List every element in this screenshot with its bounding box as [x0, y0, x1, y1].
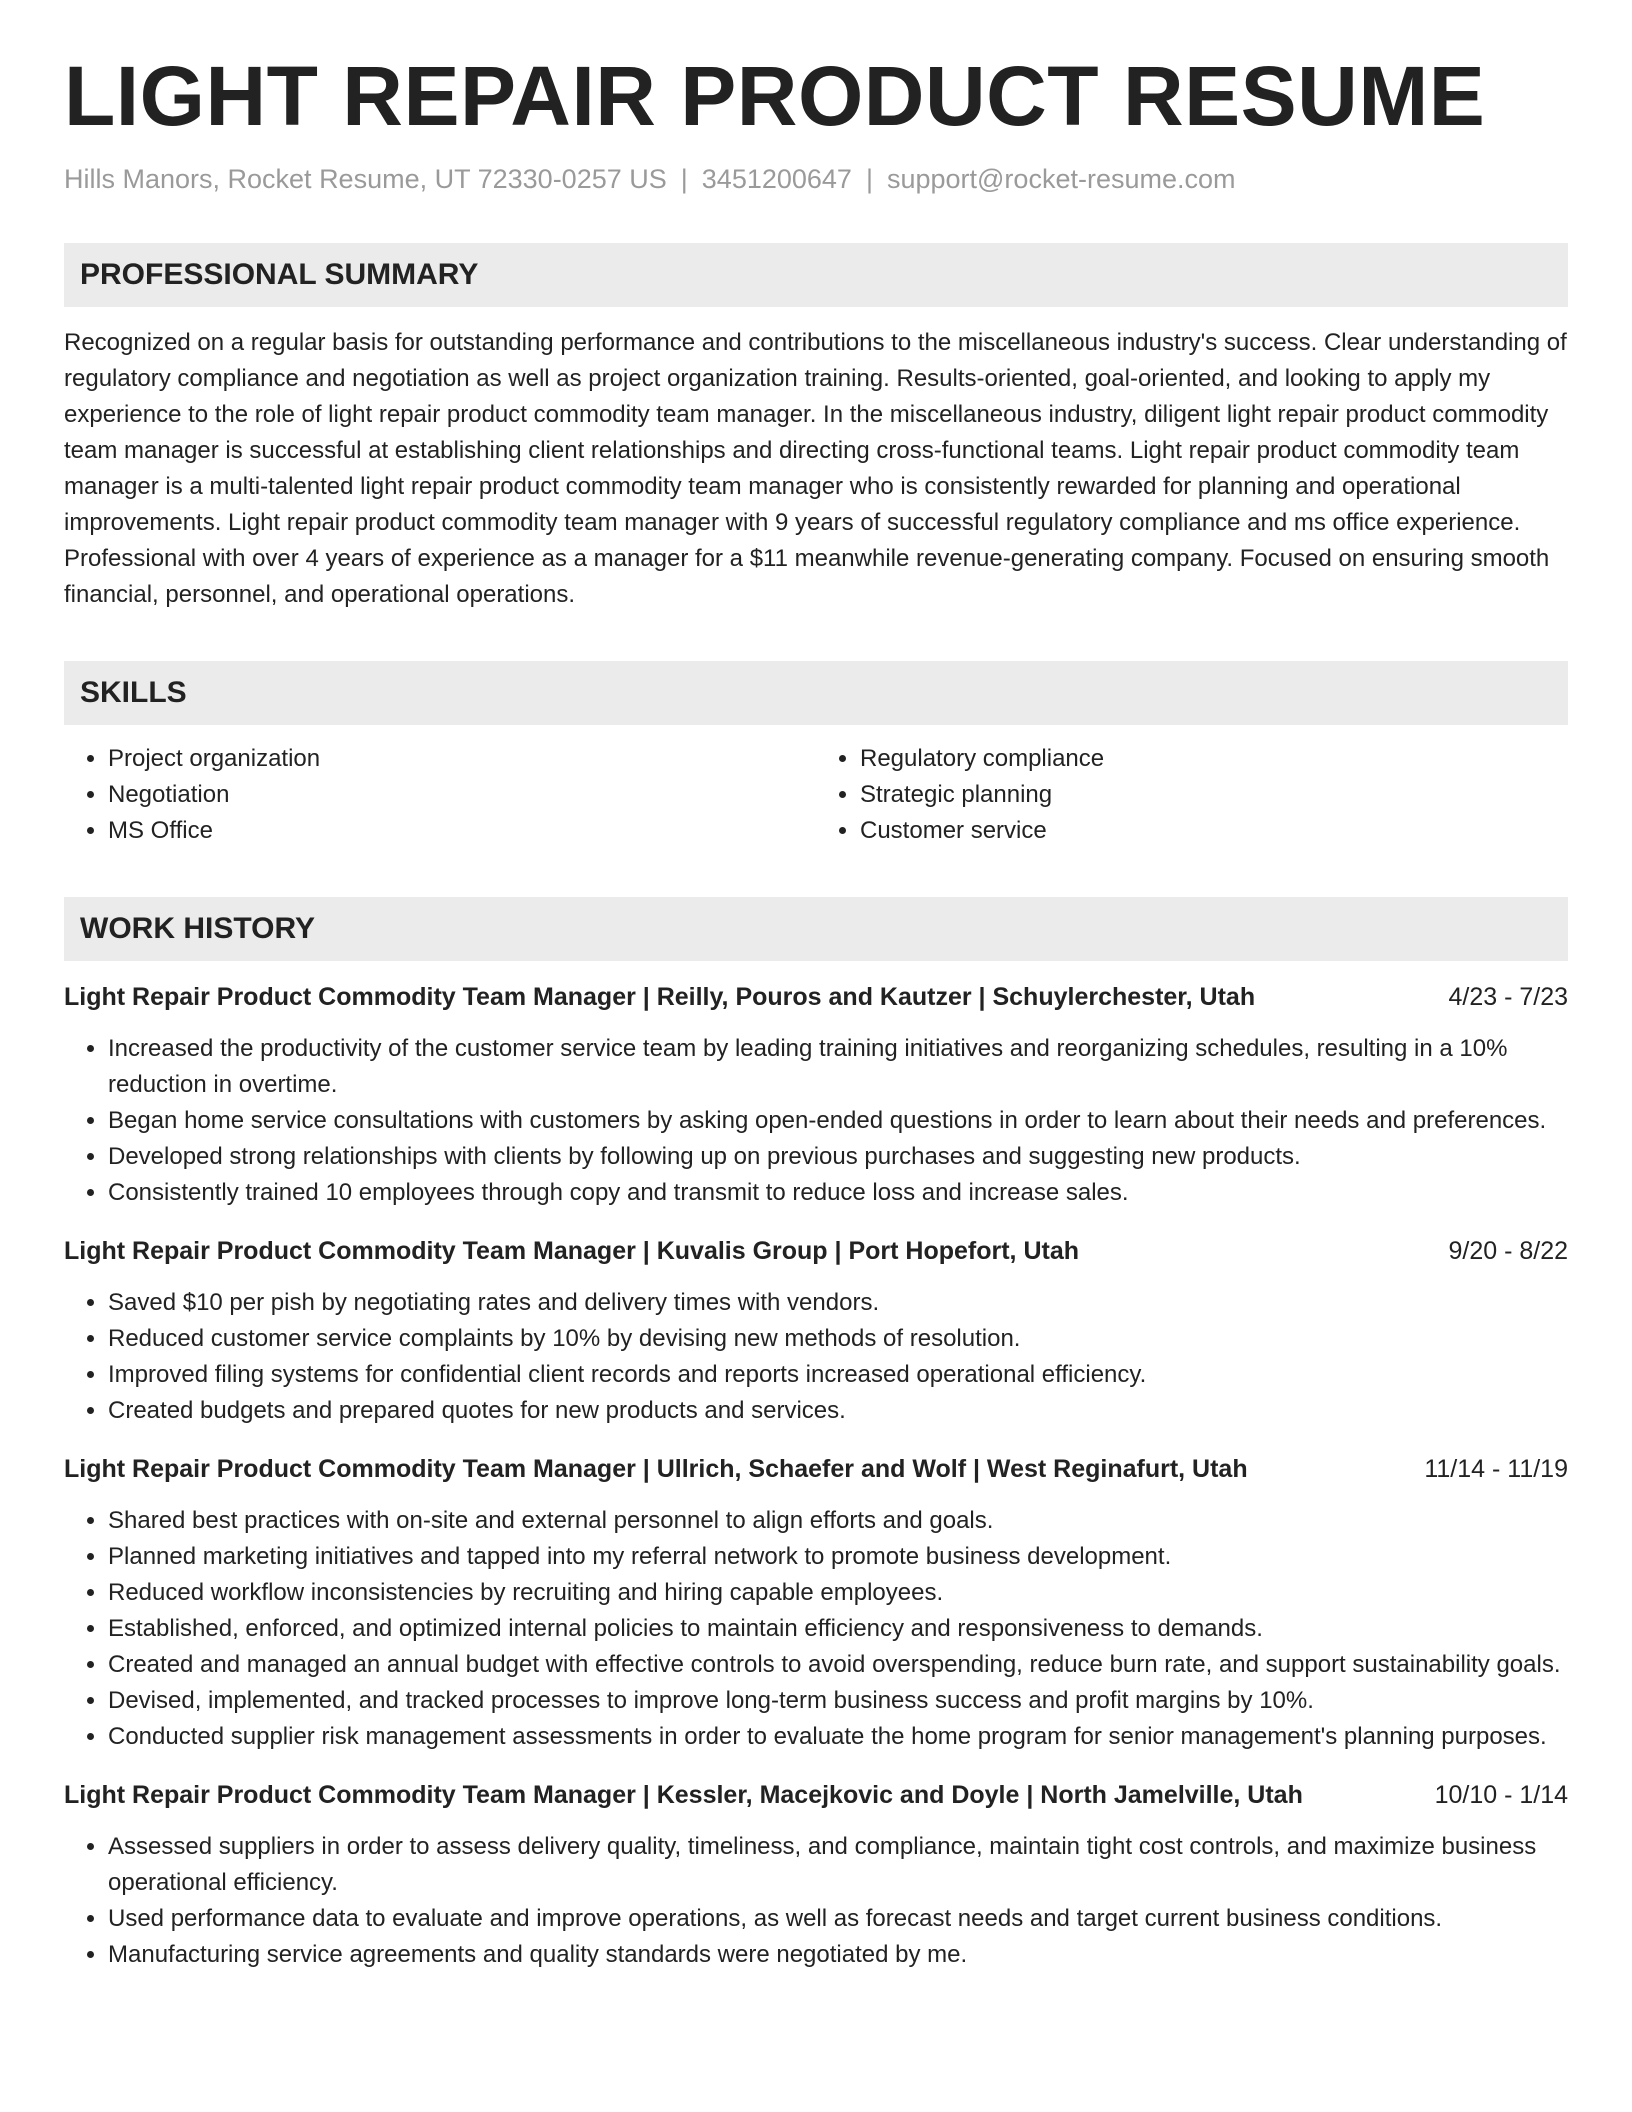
job-bullets: [64, 1031, 1568, 1211]
job-entry: [64, 1451, 1568, 1755]
job-entry: [64, 1233, 1568, 1429]
job-header: [64, 1777, 1568, 1813]
job-bullet: • Consistently trained 10 employees through copy and transmit to reduce loss and increase sales.: [108, 1175, 1568, 1211]
contact-email[interactable]: support@rocket-resume.com: [886, 164, 1236, 195]
job-bullet: • Created budgets and prepared quotes for new products and services.: [108, 1393, 1568, 1429]
skill-item: • MS Office: [108, 813, 816, 849]
job-bullet: • Reduced customer service complaints by 10% by devising new methods of resolution.: [108, 1321, 1568, 1357]
job-bullet: • Improved filing systems for confidential client records and reports increased operational efficiency.: [108, 1357, 1568, 1393]
job-bullets: [64, 1503, 1568, 1755]
job-bullet: • Established, enforced, and optimized internal policies to maintain efficiency and responsiveness to demands.: [108, 1611, 1568, 1647]
job-title: Light Repair Product Commodity Team Manager | Reilly, Pouros and Kautzer | Schuylerchester, Utah: [64, 983, 1256, 1012]
job-header: [64, 1451, 1568, 1487]
skills-column-left: [64, 741, 816, 849]
work-history-heading: WORK HISTORY: [64, 897, 1568, 961]
skill-item: • Customer service: [860, 813, 1568, 849]
skills-heading: SKILLS: [64, 661, 1568, 725]
contact-phone: 3451200647: [701, 164, 852, 195]
skill-item: • Regulatory compliance: [860, 741, 1568, 777]
skill-item: • Strategic planning: [860, 777, 1568, 813]
contact-separator: |: [680, 164, 688, 195]
job-title: Light Repair Product Commodity Team Manager | Ullrich, Schaefer and Wolf | West Reginafurt, Utah: [64, 1455, 1248, 1484]
job-title: Light Repair Product Commodity Team Manager | Kuvalis Group | Port Hopefort, Utah: [64, 1237, 1080, 1266]
job-bullet: • Used performance data to evaluate and improve operations, as well as forecast needs and target current business conditions.: [108, 1901, 1568, 1937]
job-entry: [64, 1777, 1568, 1973]
summary-heading: PROFESSIONAL SUMMARY: [64, 243, 1568, 307]
job-bullet: • Manufacturing service agreements and quality standards were negotiated by me.: [108, 1937, 1568, 1973]
job-dates: 10/10 - 1/14: [1434, 1781, 1568, 1810]
job-dates: 4/23 - 7/23: [1448, 983, 1568, 1012]
summary-text: Recognized on a regular basis for outstanding performance and contributions to the miscellaneous industry's success. Clear understanding of regulatory compliance and negotiation as well as project organization training. Results-oriented, goal-oriented, and looking to apply my experience to the role of light repair product commodity team manager. In the miscellaneous industry, diligent light repair product commodity team manager is successful at establishing client relationships and directing cross-functional teams. Light repair product commodity team manager is a multi-talented light repair product commodity team manager who is consistently rewarded for planning and operational improvements. Light repair product commodity team manager with 9 years of successful regulatory compliance and ms office experience. Professional with over 4 years of experience as a manager for a $11 meanwhile revenue-generating company. Focused on ensuring smooth financial, personnel, and operational operations.: [64, 329, 1567, 609]
job-bullet: • Created and managed an annual budget with effective controls to avoid overspending, reduce burn rate, and support sustainability goals.: [108, 1647, 1568, 1683]
job-bullet: • Planned marketing initiatives and tapped into my referral network to promote business development.: [108, 1539, 1568, 1575]
contact-address: Hills Manors, Rocket Resume, UT 72330-0257 US: [64, 164, 667, 195]
skill-item: • Negotiation: [108, 777, 816, 813]
job-header: [64, 979, 1568, 1015]
job-title: Light Repair Product Commodity Team Manager | Kessler, Macejkovic and Doyle | North Jamelville, Utah: [64, 1781, 1303, 1810]
job-bullet: • Began home service consultations with customers by asking open-ended questions in order to learn about their needs and preferences.: [108, 1103, 1568, 1139]
job-bullet: • Reduced workflow inconsistencies by recruiting and hiring capable employees.: [108, 1575, 1568, 1611]
job-bullets: [64, 1285, 1568, 1429]
job-dates: 9/20 - 8/22: [1448, 1237, 1568, 1266]
contact-line: [64, 164, 1568, 195]
job-bullet: • Shared best practices with on-site and external personnel to align efforts and goals.: [108, 1503, 1568, 1539]
job-header: [64, 1233, 1568, 1269]
job-dates: 11/14 - 11/19: [1424, 1455, 1568, 1484]
job-bullet: • Conducted supplier risk management assessments in order to evaluate the home program for senior management's planning purposes.: [108, 1719, 1568, 1755]
job-bullet: • Increased the productivity of the customer service team by leading training initiatives and reorganizing schedules, resulting in a 10% reduction in overtime.: [108, 1031, 1568, 1103]
job-bullet: • Saved $10 per pish by negotiating rates and delivery times with vendors.: [108, 1285, 1568, 1321]
skills-list: [64, 741, 1568, 849]
resume-title: LIGHT REPAIR PRODUCT RESUME: [64, 49, 1486, 143]
skills-column-right: [816, 741, 1568, 849]
job-bullets: [64, 1829, 1568, 1973]
contact-separator: |: [865, 164, 873, 195]
job-entry: [64, 979, 1568, 1211]
job-bullet: • Assessed suppliers in order to assess delivery quality, timeliness, and compliance, maintain tight cost controls, and maximize business operational efficiency.: [108, 1829, 1568, 1901]
job-bullet: • Developed strong relationships with clients by following up on previous purchases and suggesting new products.: [108, 1139, 1568, 1175]
skill-item: • Project organization: [108, 741, 816, 777]
job-bullet: • Devised, implemented, and tracked processes to improve long-term business success and profit margins by 10%.: [108, 1683, 1568, 1719]
